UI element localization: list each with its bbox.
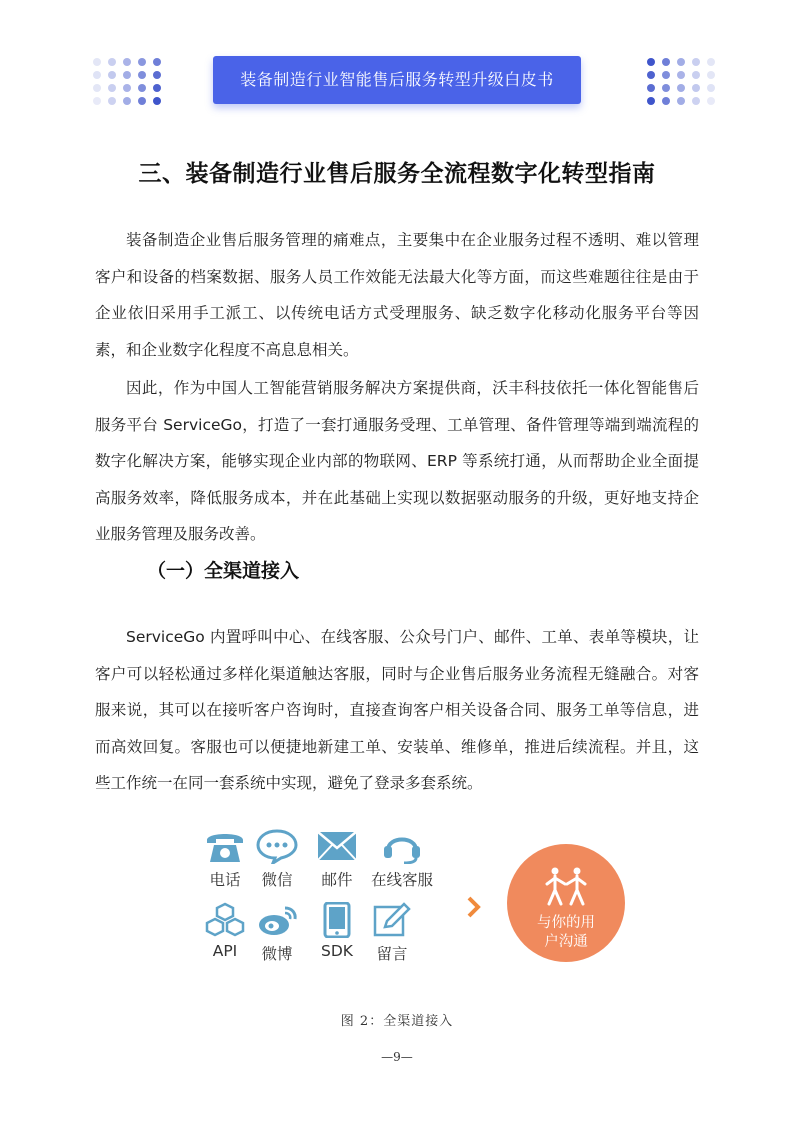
figure-caption: 图 2：全渠道接入 <box>340 1014 454 1029</box>
channel-label: 微博 <box>261 945 293 963</box>
user-communication-circle <box>507 844 625 962</box>
mail-icon <box>315 828 359 864</box>
channel-label: 微信 <box>261 871 293 889</box>
phone-icon <box>203 828 247 864</box>
decorative-dots-left <box>93 58 162 105</box>
people-walking-icon <box>541 866 591 908</box>
circle-label-line1: 与你的用 <box>537 915 595 931</box>
omnichannel-figure <box>195 822 640 982</box>
channel-label: API <box>212 942 238 960</box>
channel-sdk <box>307 902 367 960</box>
channel-label: SDK <box>321 942 353 960</box>
channel-mail <box>307 828 367 890</box>
channel-label: 电话 <box>209 871 241 889</box>
channel-weibo <box>247 902 307 964</box>
weibo-icon <box>255 902 299 938</box>
channel-wechat <box>247 828 307 890</box>
paragraph-pain-points: 装备制造企业售后服务管理的痛难点，主要集中在企业服务过程不透明、难以管理客户和设备的档案数据、服务人员工作效能无法最大化等方面，而这些难题往往是由于企业依旧采用手工派工、以传统电话方式受理服务、缺乏数字化移动化服务平台等因素，和企业数字化程度不高息息相关。 <box>95 231 699 359</box>
wechat-icon <box>255 828 299 864</box>
subsection-title: （一）全渠道接入 <box>147 560 300 582</box>
pencil-note-icon <box>370 902 414 938</box>
paragraph-omnichannel: ServiceGo 内置呼叫中心、在线客服、公众号门户、邮件、工单、表单等模块，让客户可以轻松通过多样化渠道触达客服，同时与企业售后服务业务流程无缝融合。对客服来说，其可以在接听客户咨询时，直接查询客户相关设备合同、服务工单等信息，进而高效回复。客服也可以便捷地新建工单、安装单、维修单，推进后续流程。并且，这些工作统一在同一套系统中实现，避免了登录多套系统。 <box>95 628 699 792</box>
channel-api <box>195 902 255 960</box>
channel-online-service <box>362 828 442 890</box>
circle-label <box>521 914 611 952</box>
channel-label: 留言 <box>376 945 408 963</box>
section-title: 三、装备制造行业售后服务全流程数字化转型指南 <box>138 161 656 187</box>
headset-icon <box>380 828 424 864</box>
decorative-dots-right <box>647 58 716 105</box>
header-banner: 装备制造行业智能售后服务转型升级白皮书 <box>213 56 581 104</box>
page-number: —9— <box>381 1050 413 1064</box>
circle-label-line2: 户沟通 <box>544 934 588 950</box>
tablet-icon <box>315 902 359 938</box>
chevron-right-icon <box>467 896 481 918</box>
paragraph-solution: 因此，作为中国人工智能营销服务解决方案提供商，沃丰科技依托一体化智能售后服务平台 ServiceGo，打造了一套打通服务受理、工单管理、备件管理等端到端流程的数字化解决方案，能够实现企业内部的物联网、ERP 等系统打通，从而帮助企业全面提高服务效率，降低服务成本，并在此基础上实现以数据驱动服务的升级，更好地支持企业服务管理及服务改善。 <box>95 379 699 543</box>
channel-label: 在线客服 <box>370 871 433 889</box>
channel-label: 邮件 <box>321 871 353 889</box>
channel-message <box>362 902 422 964</box>
cubes-icon <box>203 902 247 938</box>
channel-phone <box>195 828 255 890</box>
